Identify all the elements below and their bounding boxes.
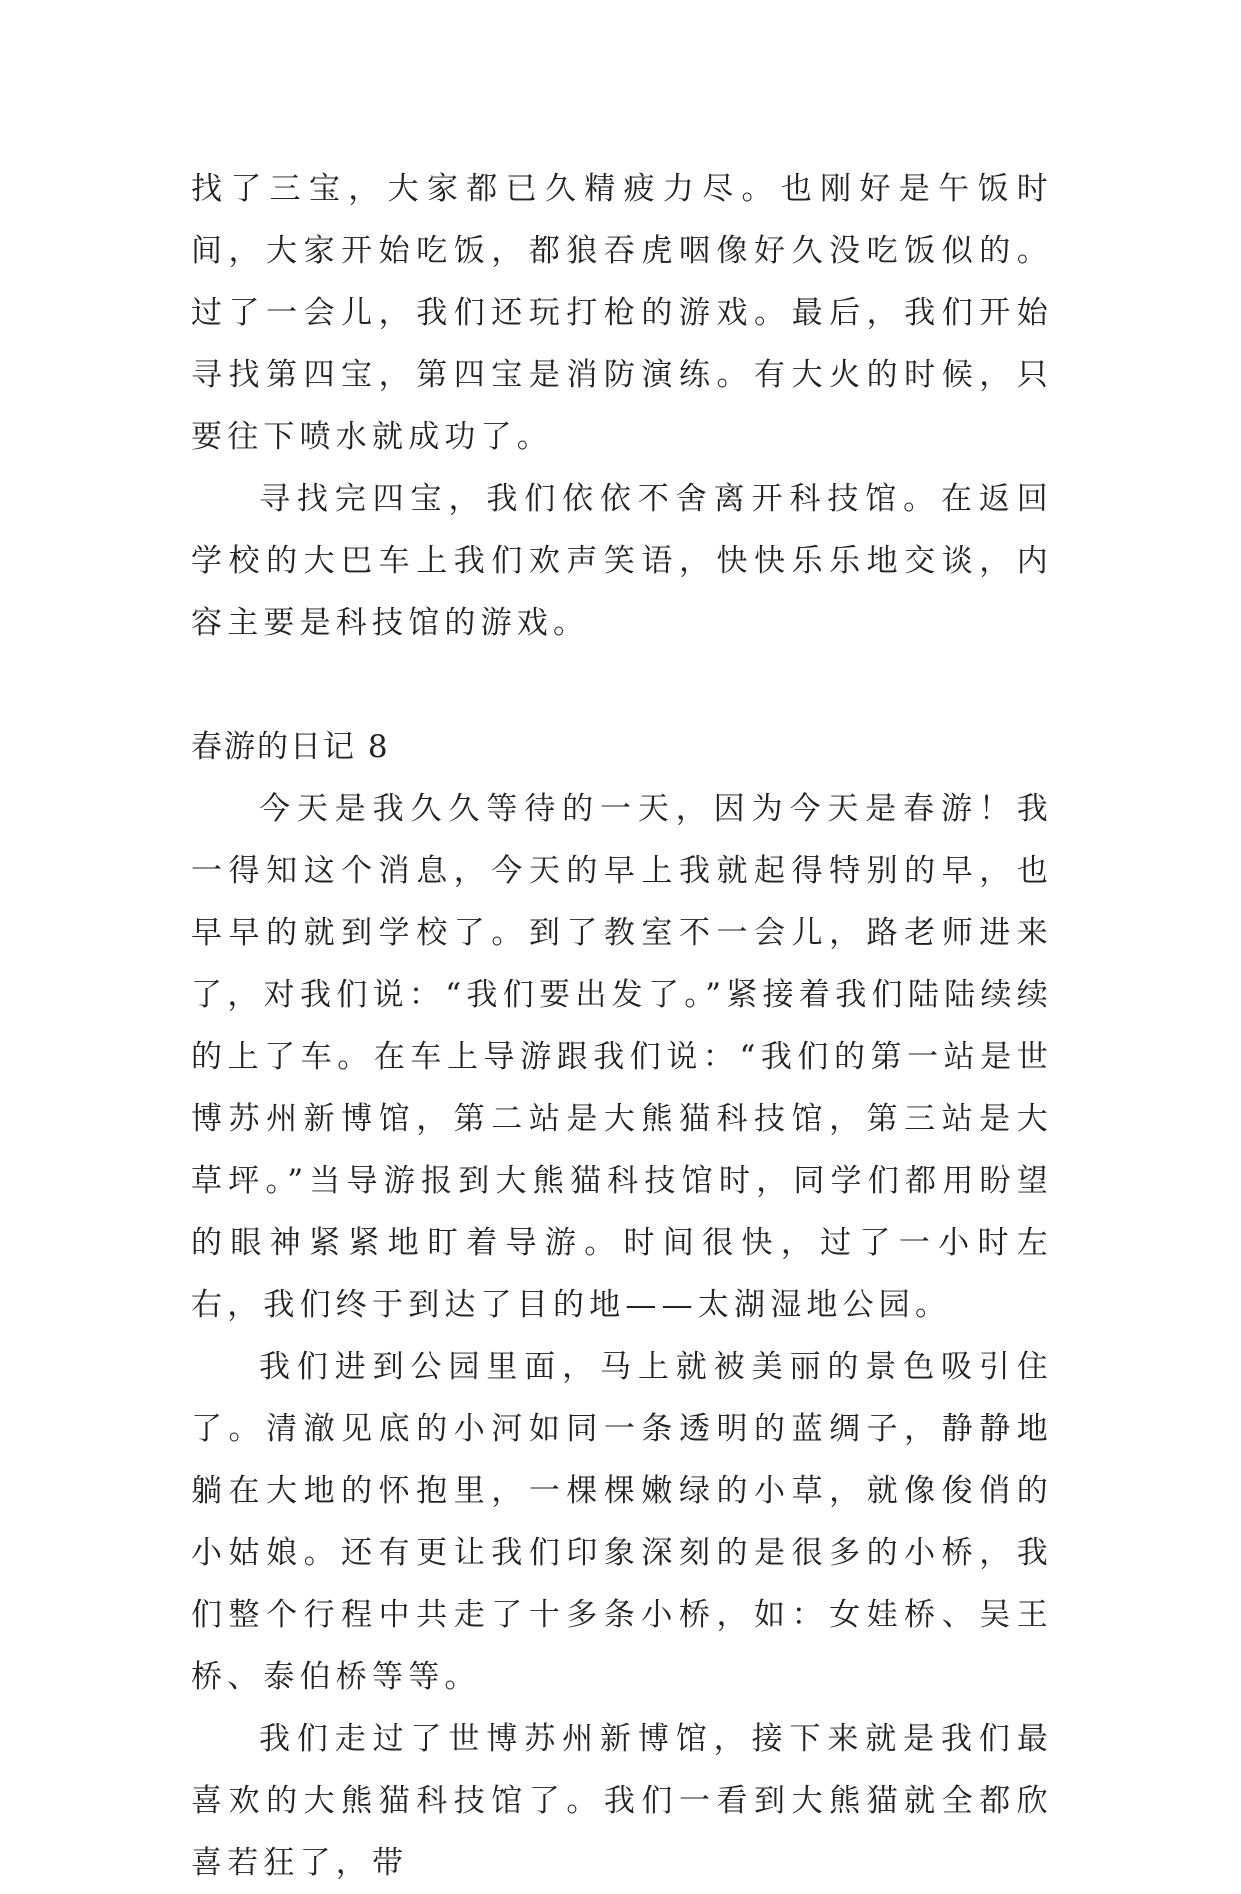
paragraph-continued: 找了三宝，大家都已久精疲力尽。也刚好是午饭时间，大家开始吃饭，都狼吞虎咽像好久没吃饭似的。过了一会儿，我们还玩打枪的游戏。最后，我们开始寻找第四宝，第四宝是消防演练。有大火的时候，只要往下喷水就成功了。 bbox=[191, 171, 1053, 455]
document-body bbox=[191, 158, 1053, 1894]
paragraph-leaving-museum: 寻找完四宝，我们依依不舍离开科技馆。在返回学校的大巴车上我们欢声笑语，快快乐乐地交谈，内容主要是科技馆的游戏。 bbox=[191, 481, 1053, 641]
paragraph-trip-start: 今天是我久久等待的一天，因为今天是春游！我一得知这个消息，今天的早上我就起得特别的早，也早早的就到学校了。到了教室不一会儿，路老师进来了，对我们说：“我们要出发了。”紧接着我们陆陆续续的上了车。在车上导游跟我们说：“我们的第一站是世博苏州新博馆，第二站是大熊猫科技馆，第三站是大草坪。”当导游报到大熊猫科技馆时，同学们都用盼望的眼神紧紧地盯着导游。时间很快，过了一小时左右，我们终于到达了目的地——太湖湿地公园。 bbox=[191, 791, 1053, 1323]
paragraph-park-scenery: 我们进到公园里面，马上就被美丽的景色吸引住了。清澈见底的小河如同一条透明的蓝绸子，静静地躺在大地的怀抱里，一棵棵嫩绿的小草，就像俊俏的小姑娘。还有更让我们印象深刻的是很多的小桥，我们整个行程中共走了十多条小桥，如：女娃桥、吴王桥、泰伯桥等等。 bbox=[191, 1349, 1053, 1695]
section-title: 春游的日记 8 bbox=[191, 729, 390, 765]
paragraph-panda-museum: 我们走过了世博苏州新博馆，接下来就是我们最喜欢的大熊猫科技馆了。我们一看到大熊猫就全都欣喜若狂了，带 bbox=[191, 1721, 1053, 1881]
